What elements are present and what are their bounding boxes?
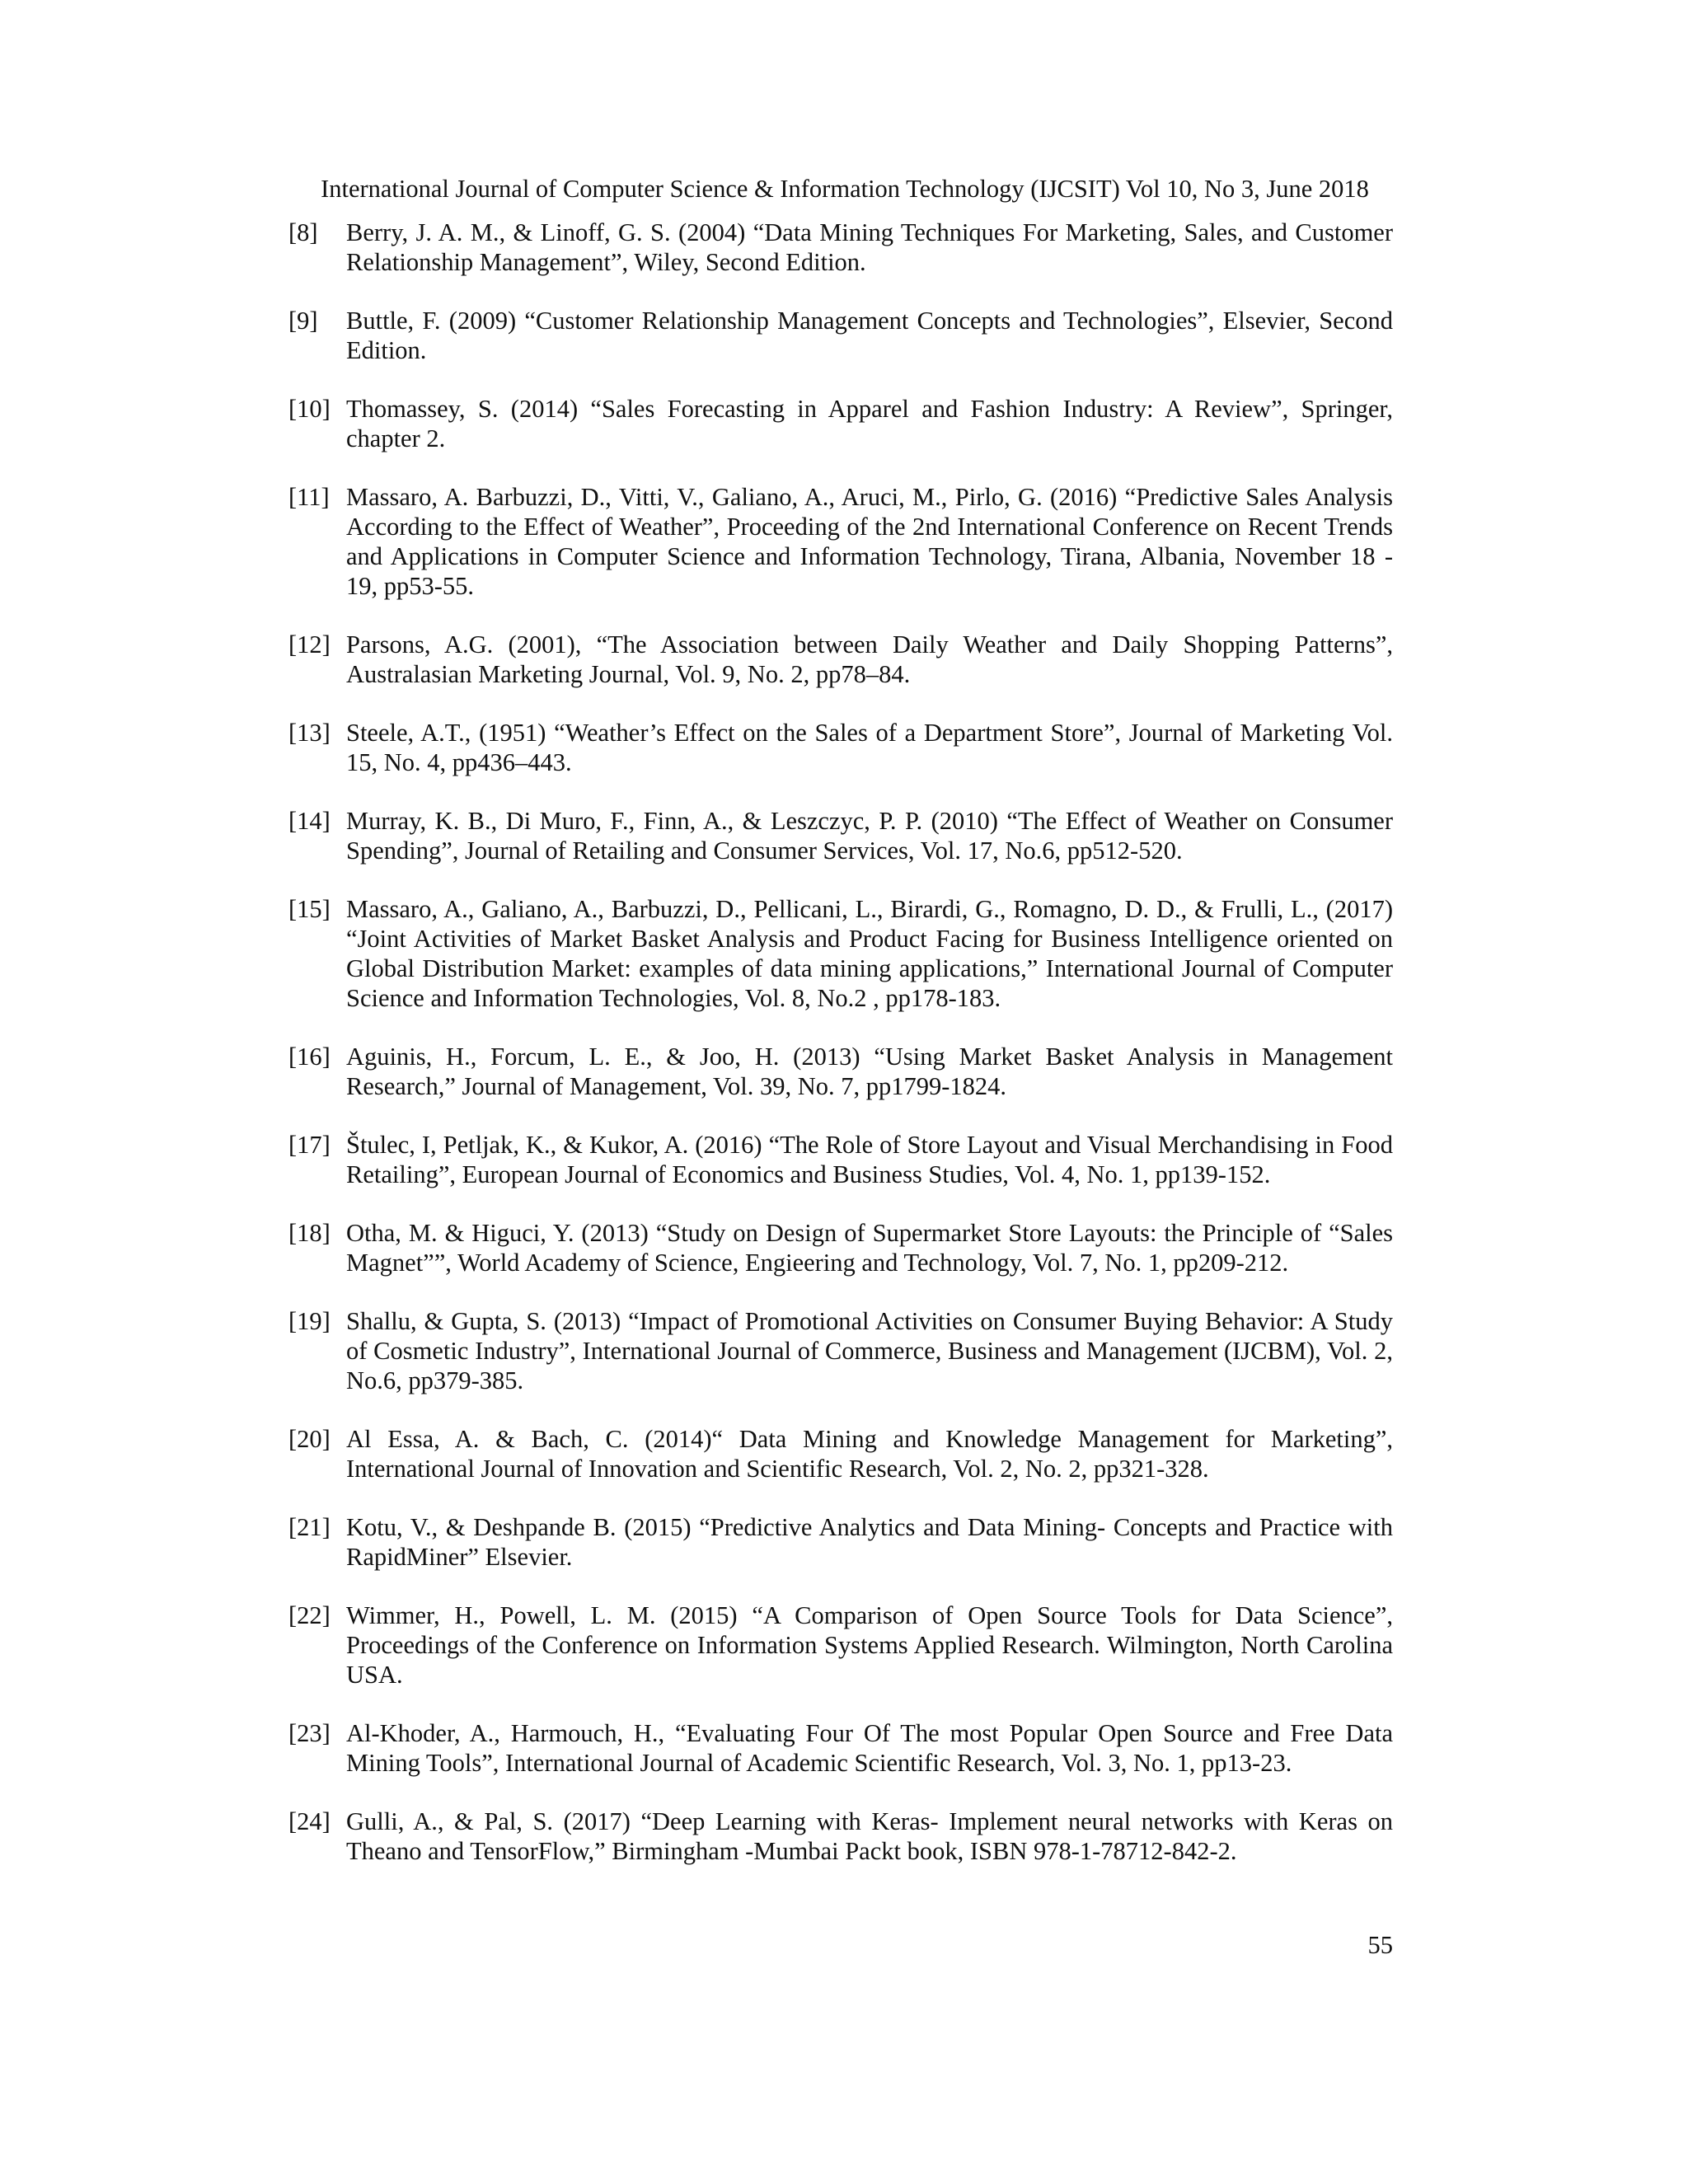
reference-text: Al-Khoder, A., Harmouch, H., “Evaluating Four Of The most Popular Open Source and Free Data Mining Tools”, International Journal of Academic Scientific Research, Vol. 3, No. 1, pp13-23.: [346, 1719, 1393, 1777]
reference-item: [288, 1718, 1393, 1778]
reference-number: [16]: [288, 1043, 331, 1071]
reference-number: [14]: [288, 807, 331, 835]
reference-number: [10]: [288, 395, 331, 423]
reference-item: [288, 482, 1393, 601]
reference-text: Gulli, A., & Pal, S. (2017) “Deep Learning with Keras- Implement neural networks with Keras on Theano and TensorFlow,” Birmingham -Mumbai Packt book, ISBN 978-1-78712-842-2.: [346, 1807, 1393, 1865]
reference-item: [288, 1130, 1393, 1189]
reference-item: [288, 1424, 1393, 1483]
reference-item: [288, 1807, 1393, 1866]
reference-number: [24]: [288, 1807, 331, 1835]
reference-item: [288, 806, 1393, 865]
reference-text: Massaro, A. Barbuzzi, D., Vitti, V., Galiano, A., Aruci, M., Pirlo, G. (2016) “Predictive Sales Analysis According to the Effect of Weather”, Proceeding of the 2nd International Conference on Recent Trends and Applications in Computer Science and Information Technology, Tirana, Albania, November 18 - 19, pp53-55.: [346, 483, 1393, 600]
reference-text: Otha, M. & Higuci, Y. (2013) “Study on Design of Supermarket Store Layouts: the Principle of “Sales Magnet””, World Academy of Science, Engieering and Technology, Vol. 7, No. 1, pp209-212.: [346, 1219, 1393, 1277]
reference-number: [19]: [288, 1307, 331, 1335]
reference-item: [288, 1042, 1393, 1101]
reference-item: [288, 394, 1393, 453]
reference-text: Parsons, A.G. (2001), “The Association between Daily Weather and Daily Shopping Patterns”, Australasian Marketing Journal, Vol. 9, No. 2, pp78–84.: [346, 630, 1393, 688]
page-number: 55: [1367, 1931, 1393, 1959]
reference-text: Al Essa, A. & Bach, C. (2014)“ Data Mining and Knowledge Management for Marketing”, International Journal of Innovation and Scientific Research, Vol. 2, No. 2, pp321-328.: [346, 1425, 1393, 1483]
reference-number: [13]: [288, 719, 331, 747]
reference-number: [11]: [288, 483, 330, 511]
reference-number: [18]: [288, 1219, 331, 1247]
reference-number: [12]: [288, 630, 331, 658]
reference-text: Aguinis, H., Forcum, L. E., & Joo, H. (2013) “Using Market Basket Analysis in Management Research,” Journal of Management, Vol. 39, No. 7, pp1799-1824.: [346, 1043, 1393, 1100]
reference-number: [20]: [288, 1425, 331, 1453]
reference-item: [288, 894, 1393, 1013]
reference-text: Shallu, & Gupta, S. (2013) “Impact of Promotional Activities on Consumer Buying Behavior: A Study of Cosmetic Industry”, International Journal of Commerce, Business and Management (IJCBM), Vol. 2, No.6, pp379-385.: [346, 1307, 1393, 1394]
reference-text: Thomassey, S. (2014) “Sales Forecasting in Apparel and Fashion Industry: A Review”, Springer, chapter 2.: [346, 395, 1393, 452]
running-header: International Journal of Computer Science & Information Technology (IJCSIT) Vol 10, No 3, June 2018: [321, 175, 1369, 203]
reference-text: Steele, A.T., (1951) “Weather’s Effect on the Sales of a Department Store”, Journal of Marketing Vol. 15, No. 4, pp436–443.: [346, 719, 1393, 776]
reference-item: [288, 1306, 1393, 1395]
reference-number: [9]: [288, 307, 318, 335]
reference-item: [288, 1601, 1393, 1690]
reference-text: Štulec, I, Petljak, K., & Kukor, A. (2016) “The Role of Store Layout and Visual Merchandising in Food Retailing”, European Journal of Economics and Business Studies, Vol. 4, No. 1, pp139-152.: [346, 1131, 1393, 1188]
reference-item: [288, 306, 1393, 365]
reference-text: Berry, J. A. M., & Linoff, G. S. (2004) “Data Mining Techniques For Marketing, Sales, and Customer Relationship Management”, Wiley, Second Edition.: [346, 218, 1393, 276]
reference-number: [15]: [288, 895, 331, 923]
reference-number: [23]: [288, 1719, 331, 1747]
reference-number: [8]: [288, 218, 318, 246]
reference-text: Buttle, F. (2009) “Customer Relationship Management Concepts and Technologies”, Elsevier, Second Edition.: [346, 307, 1393, 364]
reference-list: [288, 218, 1393, 1895]
reference-item: [288, 1218, 1393, 1277]
reference-text: Murray, K. B., Di Muro, F., Finn, A., & Leszczyc, P. P. (2010) “The Effect of Weather on Consumer Spending”, Journal of Retailing and Consumer Services, Vol. 17, No.6, pp512-520.: [346, 807, 1393, 865]
reference-item: [288, 218, 1393, 277]
reference-text: Massaro, A., Galiano, A., Barbuzzi, D., Pellicani, L., Birardi, G., Romagno, D. D., & Frulli, L., (2017) “Joint Activities of Market Basket Analysis and Product Facing for Business Intelligence oriented on Global Distribution Market: examples of data mining applications,” International Journal of Computer Science and Information Technologies, Vol. 8, No.2 , pp178-183.: [346, 895, 1393, 1012]
reference-number: [22]: [288, 1601, 331, 1629]
reference-item: [288, 1512, 1393, 1572]
reference-number: [17]: [288, 1131, 331, 1159]
reference-item: [288, 630, 1393, 689]
reference-number: [21]: [288, 1513, 331, 1541]
reference-item: [288, 718, 1393, 777]
reference-text: Kotu, V., & Deshpande B. (2015) “Predictive Analytics and Data Mining- Concepts and Practice with RapidMiner” Elsevier.: [346, 1513, 1393, 1571]
reference-text: Wimmer, H., Powell, L. M. (2015) “A Comparison of Open Source Tools for Data Science”, Proceedings of the Conference on Information Systems Applied Research. Wilmington, North Carolina USA.: [346, 1601, 1393, 1689]
